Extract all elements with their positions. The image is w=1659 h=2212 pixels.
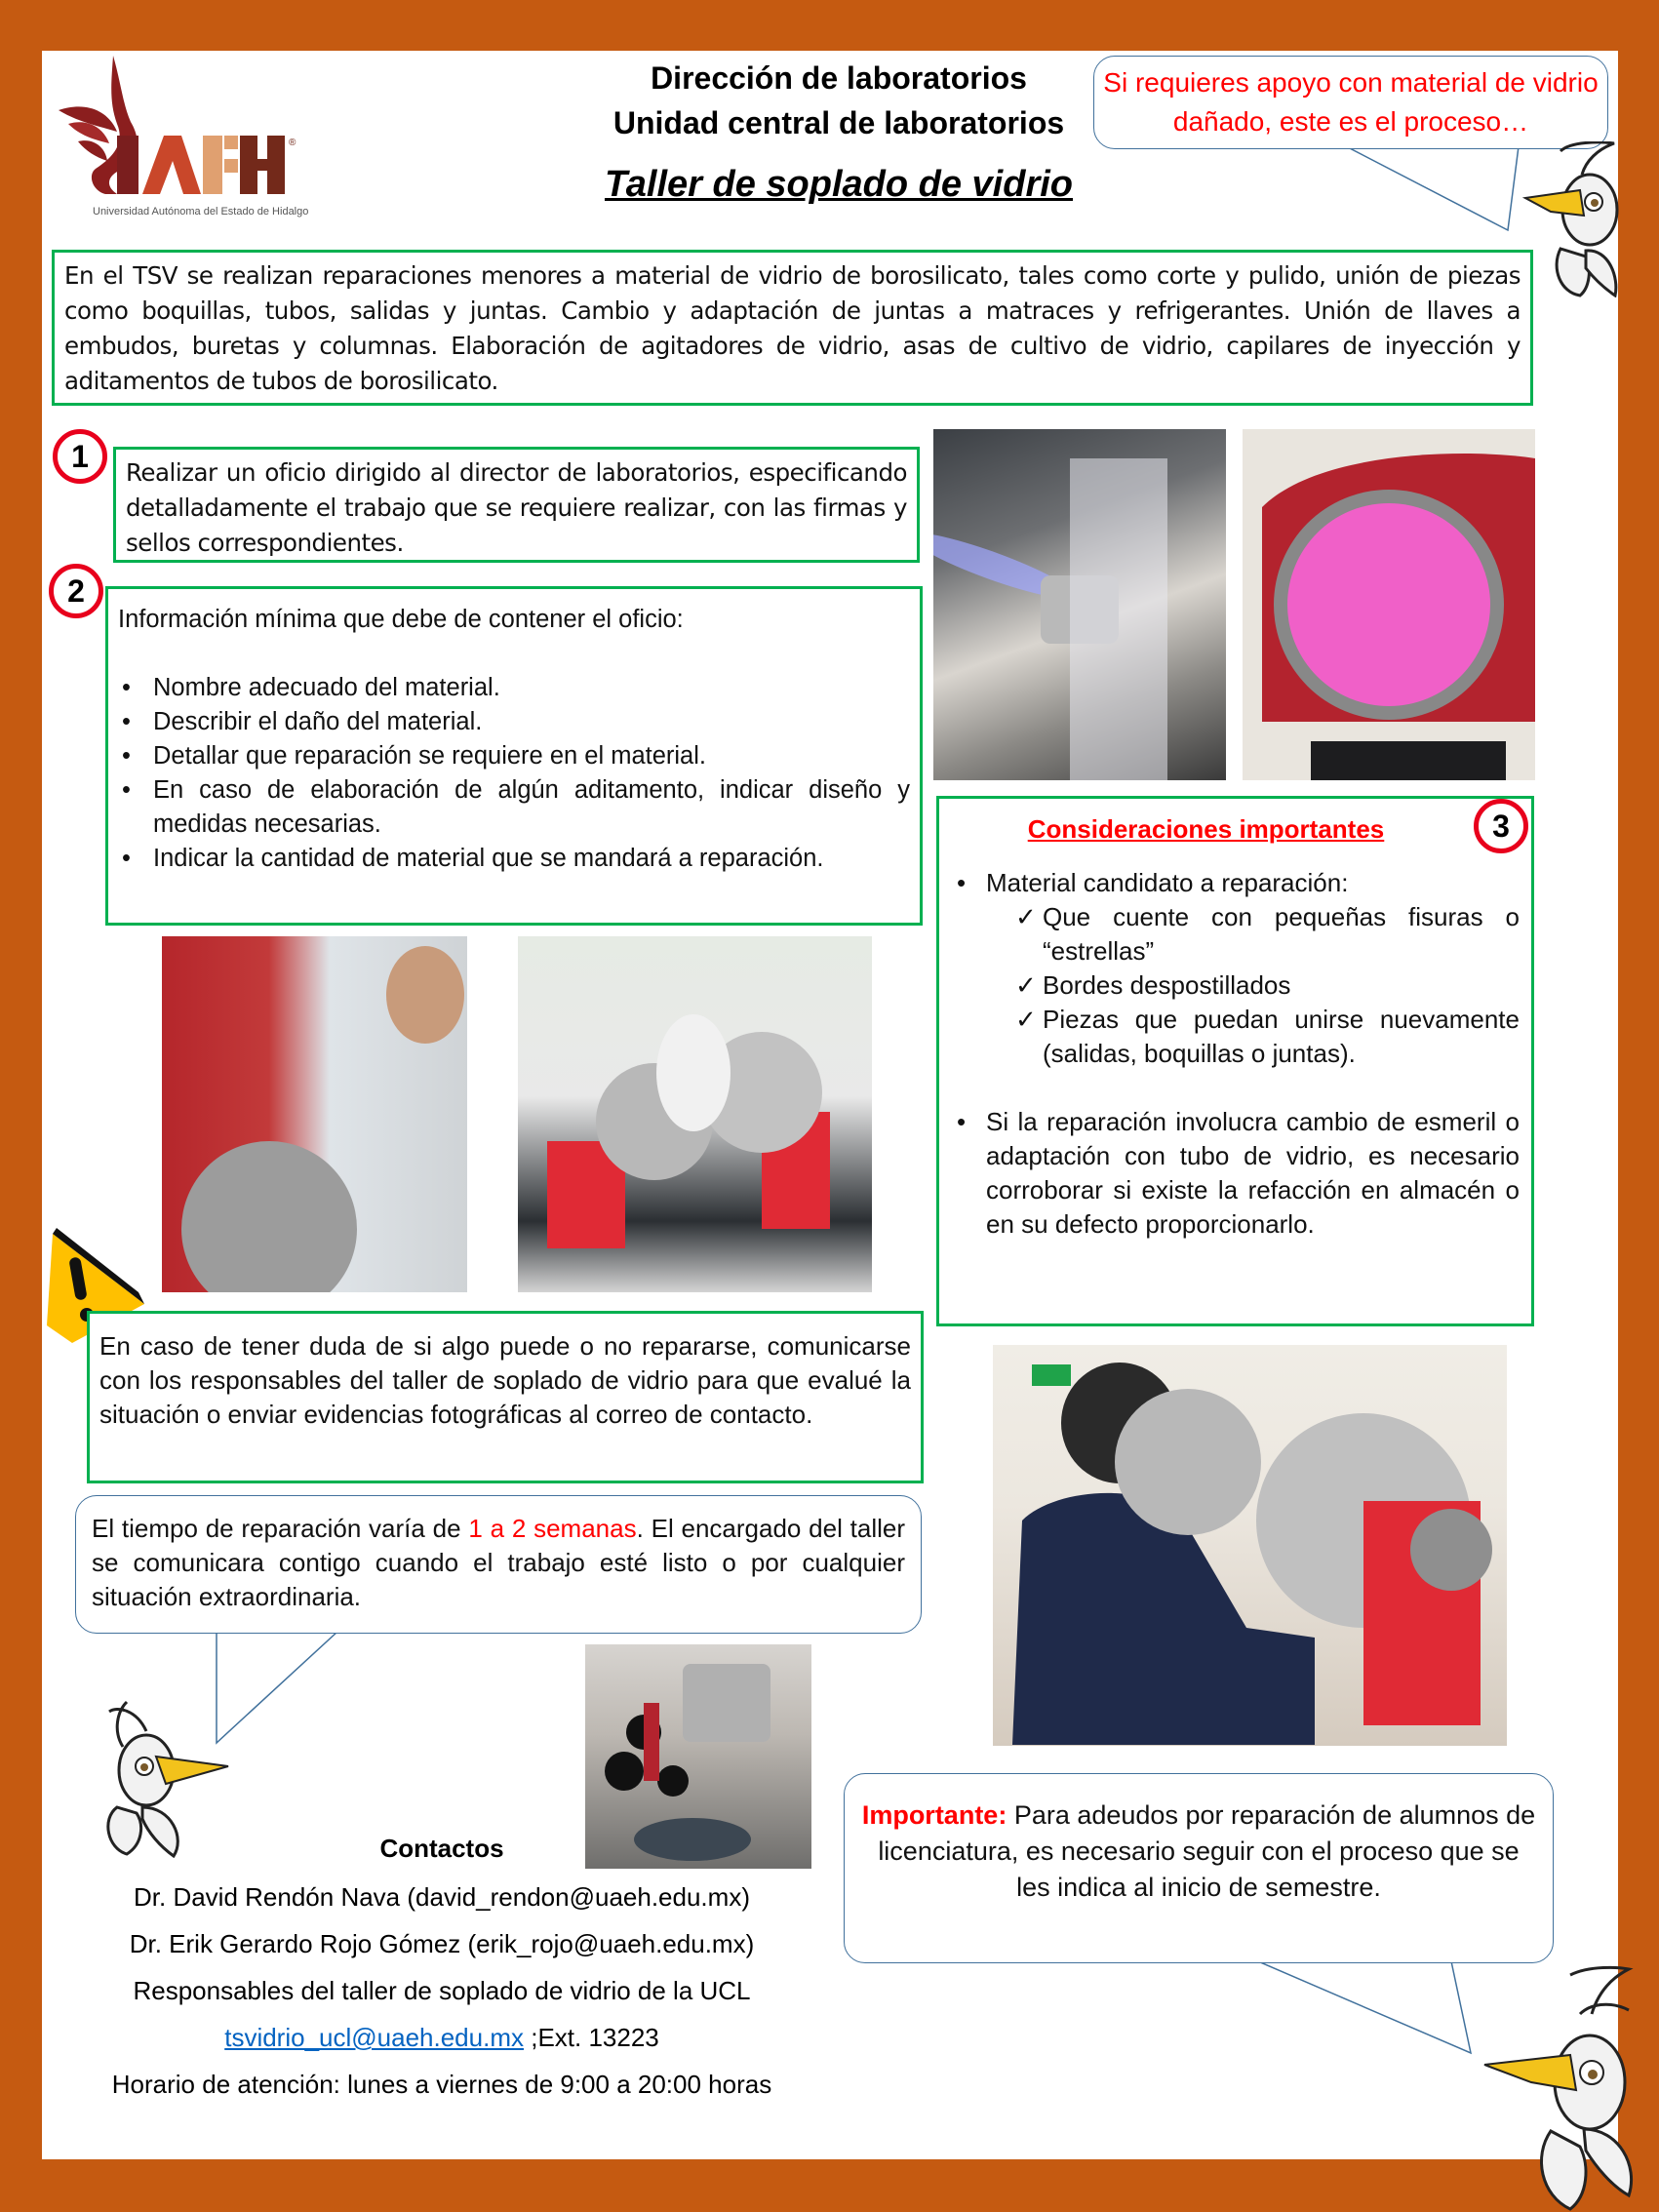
step-2-list [118, 671, 910, 876]
step-3-heading: Consideraciones importantes [1027, 814, 1385, 844]
uaeh-crane-logo-icon [49, 54, 302, 200]
list-item: • En caso de elaboración de algún aditamento, indicar diseño y medidas necesarias. [118, 773, 910, 842]
photo-glass-lathe-1 [518, 936, 872, 1292]
list-item: • Si la reparación involucra cambio de esmeril o adaptación con tubo de vidrio, es necesario corroborar si existe la refacción en almacén o en su defecto proporcionarlo. [951, 1105, 1520, 1242]
logo-subtitle: Universidad Autónoma del Estado de Hidalgo [93, 206, 309, 217]
list-item: • Detallar que reparación se requiere en el material. [118, 739, 910, 773]
repair-time-highlight: 1 a 2 semanas [468, 1514, 637, 1543]
callout-intro: Si requieres apoyo con material de vidrio dañado, este es el proceso… [1093, 56, 1608, 149]
important-callout: Importante: Para adeudos por reparación de alumnos de licenciatura, es necesario seguir con el proceso que se les indica al inicio de semestre. [844, 1773, 1554, 1963]
duck-mascot-icon [1521, 141, 1619, 297]
contacts-title: Contactos [379, 1834, 504, 1863]
step-2-heading: Información mínima que debe de contener el oficio: [118, 606, 684, 633]
lathe-icon [518, 936, 872, 1292]
step-3-list [951, 866, 1520, 1242]
callout-tail-important [1258, 1961, 1492, 2059]
contacts-email-line [42, 2022, 842, 2053]
photo-cutting-saw [162, 936, 467, 1292]
polariscope-icon [1243, 429, 1535, 780]
repair-time-callout: El tiempo de reparación varía de 1 a 2 semanas. El encargado del taller se comunicara contigo cuando el trabajo esté listo o por cualquier situación extraordinaria. [75, 1495, 922, 1634]
doubt-box: En caso de tener duda de si algo puede o no repararse, comunicarse con los responsables del taller de soplado de vidrio para que evalué la situación o enviar evidencias fotográficas al correo de contacto. [87, 1311, 924, 1483]
contact-email-link[interactable]: tsvidrio_ucl@uaeh.edu.mx [224, 2023, 524, 2052]
svg-text:®: ® [289, 138, 296, 148]
duck-mascot-icon [1482, 1965, 1639, 2212]
intro-box: En el TSV se realizan reparaciones menores a material de vidrio de borosilicato, tales como corte y pulido, unión de piezas como boquillas, tubos, salidas y juntas. Cambio y adaptación de juntas a matraces y refrigerantes. Unión de llaves a embudos, buretas y columnas. Elaboración de agitadores de vidrio, asas de cultivo de vidrio, capilares de inyección y aditamentos de tubos de borosilicato. [52, 250, 1533, 406]
saw-disc-icon [162, 936, 467, 1292]
check-item: ✓ Piezas que puedan unirse nuevamente (salidas, boquillas o juntas). [951, 1003, 1520, 1071]
step-3-box [936, 796, 1534, 1326]
step-number-1: 1 [53, 429, 107, 484]
contacts-section [42, 1834, 842, 2115]
step-number-2: 2 [49, 564, 103, 618]
uaeh-logo [49, 54, 309, 229]
step-1-box: Realizar un oficio dirigido al director de laboratorios, especificando detalladamente el trabajo que se requiere realizar, con las firmas y sellos correspondientes. [113, 447, 920, 563]
list-item: • Indicar la cantidad de material que se mandará a reparación. [118, 842, 910, 876]
photo-polariscope [1243, 429, 1535, 780]
header-line-1: Dirección de laboratorios [651, 60, 1027, 96]
photo-glass-lathe-2 [993, 1345, 1507, 1746]
photo-torch-work [933, 429, 1226, 780]
contacts-role: Responsables del taller de soplado de vidrio de la UCL [133, 1976, 751, 2005]
callout-tail-time [215, 1632, 351, 1749]
contact-extension: ;Ext. 13223 [524, 2023, 659, 2052]
list-item: • Material candidato a reparación: [951, 866, 1520, 900]
operator-lathe-icon [993, 1345, 1507, 1746]
important-label: Importante: [861, 1800, 1007, 1830]
step-number-3: 3 [1474, 799, 1528, 853]
list-item: • Nombre adecuado del material. [118, 671, 910, 705]
torch-flame-icon [933, 429, 1226, 780]
contact-person: Dr. David Rendón Nava (david_rendon@uaeh.edu.mx) [134, 1882, 750, 1912]
page-title: Taller de soplado de vidrio [604, 164, 1074, 205]
spacer [951, 1071, 1520, 1105]
list-item: • Describir el daño del material. [118, 705, 910, 739]
step-2-box [105, 586, 923, 926]
check-item: ✓ Que cuente con pequeñas fisuras o “estrellas” [951, 900, 1520, 968]
contacts-hours: Horario de atención: lunes a viernes de 9:00 a 20:00 horas [111, 2070, 772, 2099]
header-line-2: Unidad central de laboratorios [612, 105, 1065, 140]
check-item: ✓ Bordes despostillados [951, 968, 1520, 1003]
contact-person: Dr. Erik Gerardo Rojo Gómez (erik_rojo@uaeh.edu.mx) [129, 1929, 755, 1958]
